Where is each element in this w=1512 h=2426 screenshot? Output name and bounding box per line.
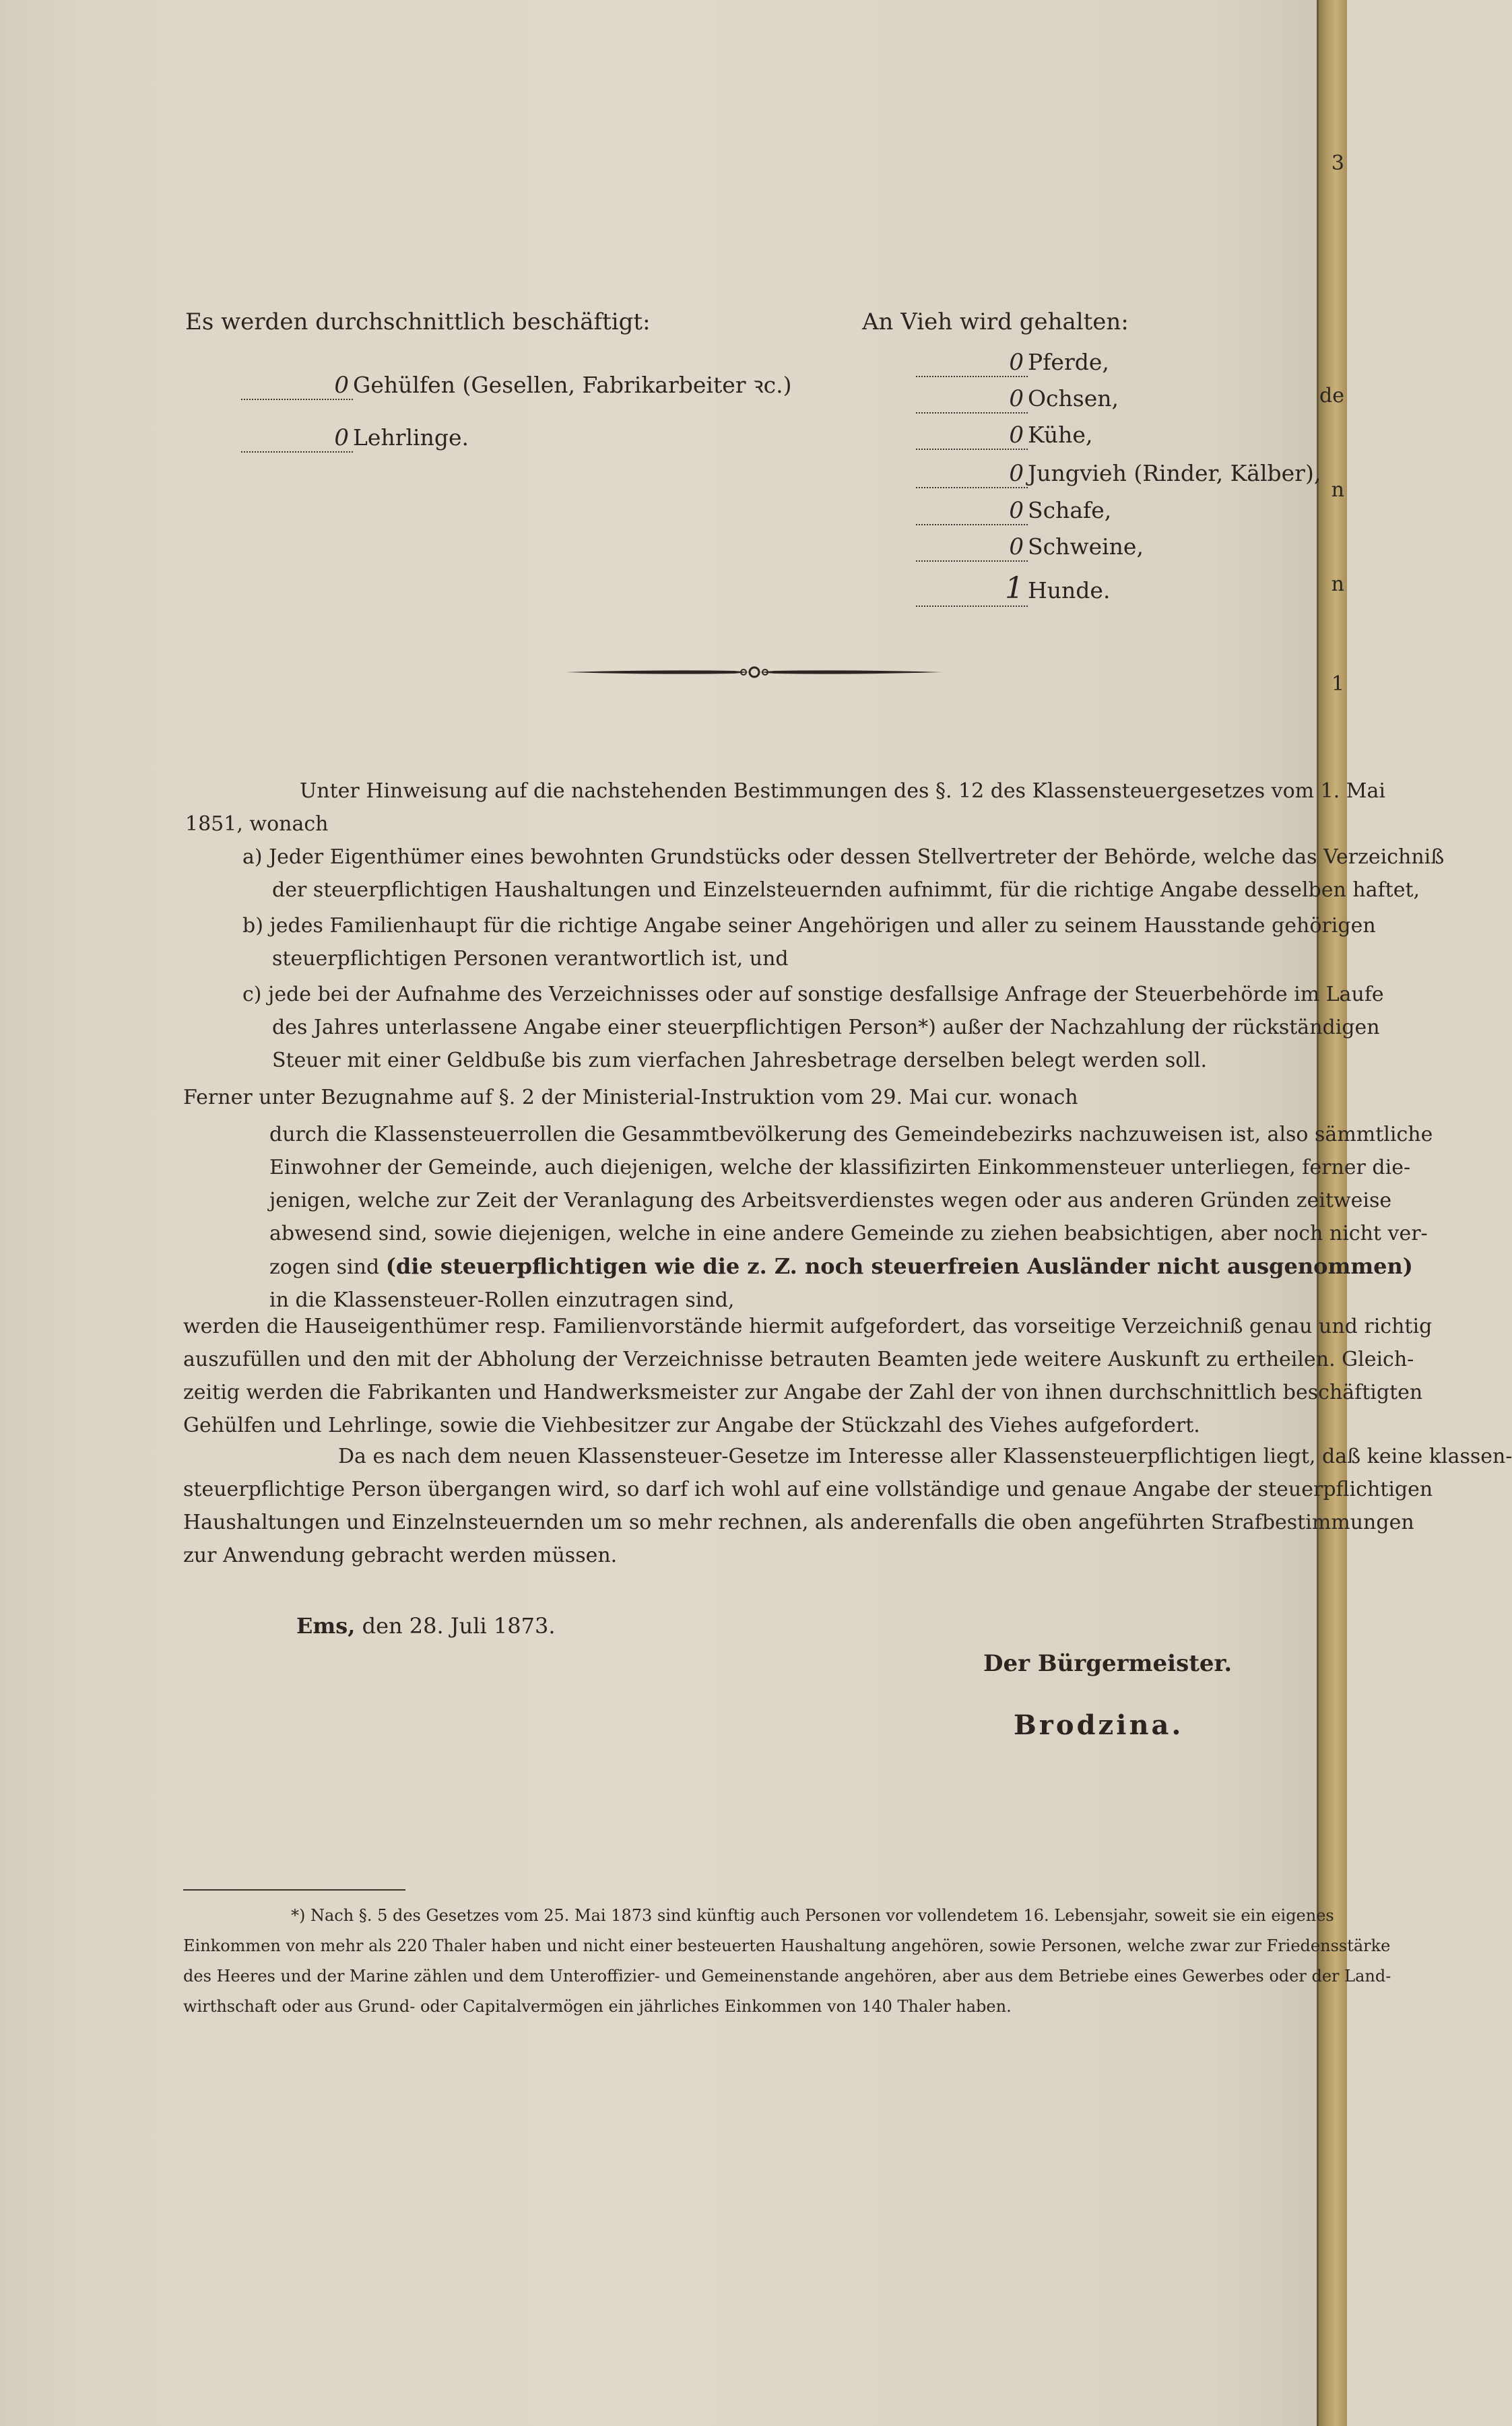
bold-emphasis: (die steuerpflichtigen wie die z. Z. noch steuerfreien Ausländer nicht ausgenommen) (385, 1253, 1413, 1279)
text-line: jenigen, welche zur Zeit der Veranlagung des Arbeitsverdienstes wegen oder aus anderen Gründen zeitweise (269, 1189, 1392, 1212)
ornament-divider (566, 659, 943, 686)
livestock-row (916, 422, 1092, 450)
dateline (296, 1613, 556, 1639)
place-name: Ems, (296, 1613, 356, 1639)
mayor-title: Der Bürgermeister. (983, 1650, 1232, 1677)
text-line: c) jede bei der Aufnahme des Verzeichnisses oder auf sonstige desfallsige Anfrage der Steuerbehörde im Laufe (242, 983, 1384, 1006)
text-line: steuerpflichtige Person übergangen wird, so darf ich wohl auf eine vollständige und genaue Angabe der steuerpflichtigen (183, 1478, 1433, 1501)
cows-label: Kühe, (1028, 422, 1093, 448)
margin-mark: n (1331, 572, 1344, 596)
text-line: werden die Hauseigenthümer resp. Familienvorstände hiermit aufgefordert, das vorseitige Verzeichniß genau und richtig (183, 1315, 1433, 1338)
margin-mark: 1 (1331, 672, 1344, 696)
text-line: b) jedes Familienhaupt für die richtige Angabe seiner Angehörigen und aller zu seinem Hausstande gehörigen (242, 914, 1376, 938)
margin-mark: de (1319, 384, 1344, 407)
text-line: 1851, wonach (185, 812, 329, 836)
text-line: auszufüllen und den mit der Abholung der Verzeichnisse betrauten Beamten jede weitere Auskunft zu ertheilen. Gleich- (183, 1348, 1414, 1371)
date-text: den 28. Juli 1873. (362, 1613, 556, 1639)
horses-label: Pferde, (1028, 349, 1109, 375)
young-cattle-label: Jungvieh (Rinder, Kälber), (1028, 460, 1321, 486)
livestock-row (916, 460, 1321, 488)
employees-row (241, 369, 792, 400)
text-line (269, 1250, 1433, 1284)
margin-mark: 3 (1331, 152, 1344, 175)
text-line: der steuerpflichtigen Haushaltungen und Einzelsteuernden aufnimmt, für die richtige Angabe desselben haftet, (272, 878, 1420, 902)
text-line: Gehülfen und Lehrlinge, sowie die Viehbesitzer zur Angabe der Stückzahl des Viehes aufgefordert. (183, 1414, 1200, 1437)
pigs-label: Schweine, (1028, 533, 1144, 560)
pigs-count: 0 (916, 533, 1028, 562)
instruction-quote (269, 1118, 1433, 1317)
text-line: des Heeres und der Marine zählen und dem Unteroffizier- und Gemeinenstande angehören, aber aus dem Betriebe eines Gewerbes oder der Land- (183, 1967, 1391, 1986)
mayor-name: Brodzina. (1014, 1709, 1184, 1741)
text-line: steuerpflichtigen Personen verantwortlich ist, und (272, 947, 789, 971)
livestock-row (916, 533, 1144, 562)
clause-c (242, 978, 1384, 1077)
apprentices-count: 0 (241, 424, 353, 453)
young-cattle-count: 0 (916, 460, 1028, 488)
livestock-row (916, 497, 1111, 525)
text-line: in die Klassensteuer-Rollen einzutragen sind, (269, 1288, 735, 1312)
text-line: zur Anwendung gebracht werden müssen. (183, 1544, 618, 1567)
text-fragment: zogen sind (269, 1255, 380, 1279)
footnote (183, 1901, 1391, 2022)
text-line: Steuer mit einer Geldbuße bis zum vierfachen Jahresbetrage derselben belegt werden soll. (272, 1049, 1208, 1072)
text-line: wirthschaft oder aus Grund- oder Capitalvermögen ein jährliches Einkommen von 140 Thaler haben. (183, 1997, 1012, 2016)
sheep-count: 0 (916, 497, 1028, 525)
oxen-label: Ochsen, (1028, 385, 1119, 412)
werden-paragraph (183, 1310, 1432, 1442)
livestock-heading: An Vieh wird gehalten: (862, 308, 1129, 335)
oxen-count: 0 (916, 385, 1028, 414)
text-line: Da es nach dem neuen Klassensteuer-Gesetze im Interesse aller Klassensteuerpflichtigen liegt, daß keine klassen- (338, 1445, 1512, 1468)
footnote-rule (183, 1889, 405, 1891)
livestock-row (916, 385, 1119, 414)
text-line: durch die Klassensteuerrollen die Gesammtbevölkerung des Gemeindebezirks nachzuweisen ist, also sämmtliche (269, 1123, 1433, 1146)
assistants-count: 0 (241, 372, 353, 400)
dogs-count: 1 (916, 571, 1028, 607)
livestock-row (916, 349, 1109, 377)
sheep-label: Schafe, (1028, 497, 1112, 523)
text-line: zeitig werden die Fabrikanten und Handwerksmeister zur Angabe der Zahl der von ihnen durchschnittlich beschäftigten (183, 1381, 1423, 1404)
clause-a (242, 841, 1444, 907)
employees-heading: Es werden durchschnittlich beschäftigt: (185, 308, 651, 335)
assistants-label: Gehülfen (Gesellen, Fabrikarbeiter ꝛc.) (353, 372, 792, 398)
margin-mark: n (1331, 478, 1344, 502)
da-paragraph (183, 1440, 1512, 1572)
text-line: Haushaltungen und Einzelnsteuernden um so mehr rechnen, als anderenfalls die oben angeführten Strafbestimmungen (183, 1511, 1414, 1534)
text-line: abwesend sind, sowie diejenigen, welche in eine andere Gemeinde zu ziehen beabsichtigen, aber noch nicht ver- (269, 1222, 1428, 1245)
cows-count: 0 (916, 422, 1028, 450)
dogs-label: Hunde. (1028, 577, 1111, 603)
clause-b (242, 909, 1376, 975)
ferner-line: Ferner unter Bezugnahme auf §. 2 der Ministerial-Instruktion vom 29. Mai cur. wonach (183, 1086, 1078, 1109)
employees-row (241, 424, 469, 453)
horses-count: 0 (916, 349, 1028, 377)
intro-paragraph (185, 775, 1386, 841)
text-line: *) Nach §. 5 des Gesetzes vom 25. Mai 1873 sind künftig auch Personen vor vollendetem 16. Lebensjahr, soweit sie ein eigenes (291, 1906, 1334, 1925)
text-line: a) Jeder Eigenthümer eines bewohnten Grundstücks oder dessen Stellvertreter der Behörde, welche das Verzeichniß (242, 845, 1445, 869)
livestock-row (916, 571, 1110, 607)
text-line: des Jahres unterlassene Angabe einer steuerpflichtigen Person*) außer der Nachzahlung der rückständigen (272, 1016, 1380, 1039)
text-line: Einwohner der Gemeinde, auch diejenigen, welche der klassifizirten Einkommensteuer unterliegen, ferner die- (269, 1156, 1411, 1179)
text-line: Einkommen von mehr als 220 Thaler haben und nicht einer besteuerten Haushaltung angehören, sowie Personen, welche zwar zur Friedensstärke (183, 1936, 1391, 1955)
text-line: Unter Hinweisung auf die nachstehenden Bestimmungen des §. 12 des Klassensteuergesetzes vom 1. Mai (300, 779, 1386, 803)
apprentices-label: Lehrlinge. (353, 424, 469, 451)
